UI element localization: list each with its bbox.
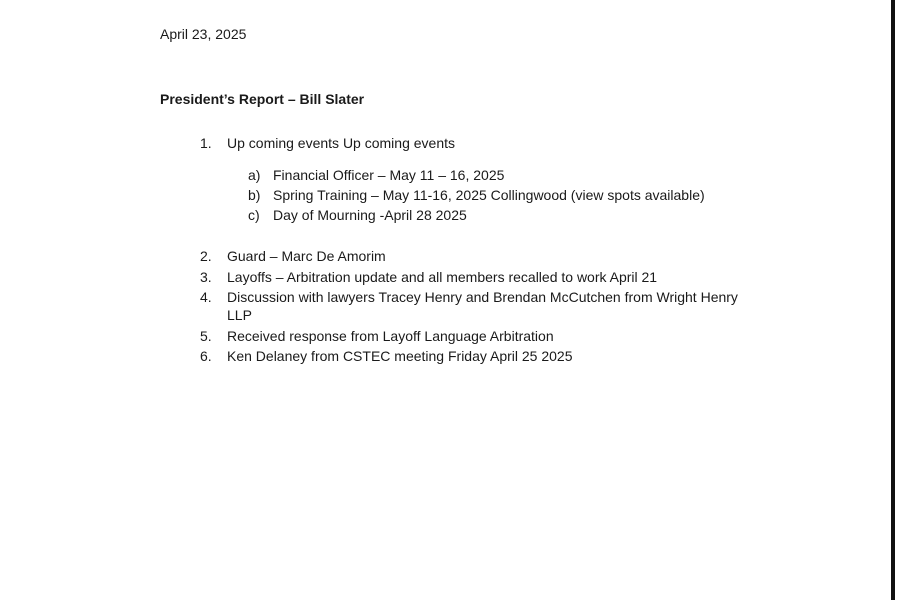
sub-list-item-text: Financial Officer – May 11 – 16, 2025 bbox=[273, 167, 505, 183]
list-item-text: Guard – Marc De Amorim bbox=[227, 248, 386, 264]
list-item-number: 3. bbox=[200, 269, 212, 285]
list-item-text: Discussion with lawyers Tracey Henry and Brendan McCutchen from Wright Henry bbox=[227, 289, 738, 305]
list-item-text-continuation: LLP bbox=[227, 307, 252, 323]
sub-list-item-text: Spring Training – May 11-16, 2025 Collingwood (view spots available) bbox=[273, 187, 705, 203]
page-edge-border bbox=[891, 0, 895, 600]
report-title: President’s Report – Bill Slater bbox=[160, 91, 365, 107]
sub-list-item-text: Day of Mourning -April 28 2025 bbox=[273, 207, 467, 223]
list-item-text: Ken Delaney from CSTEC meeting Friday April 25 2025 bbox=[227, 348, 573, 364]
list-item-text: Received response from Layoff Language Arbitration bbox=[227, 328, 554, 344]
document-date: April 23, 2025 bbox=[160, 26, 247, 42]
sub-list-item-letter: a) bbox=[248, 167, 261, 183]
list-item-text: Layoffs – Arbitration update and all members recalled to work April 21 bbox=[227, 269, 658, 285]
list-item-number: 5. bbox=[200, 328, 212, 344]
list-item-number: 6. bbox=[200, 348, 212, 364]
list-item-number: 1. bbox=[200, 135, 212, 151]
sub-list-item-letter: c) bbox=[248, 207, 260, 223]
list-item-text: Up coming events Up coming events bbox=[227, 135, 455, 151]
sub-list-item-letter: b) bbox=[248, 187, 261, 203]
list-item-number: 4. bbox=[200, 289, 212, 305]
list-item-number: 2. bbox=[200, 248, 212, 264]
